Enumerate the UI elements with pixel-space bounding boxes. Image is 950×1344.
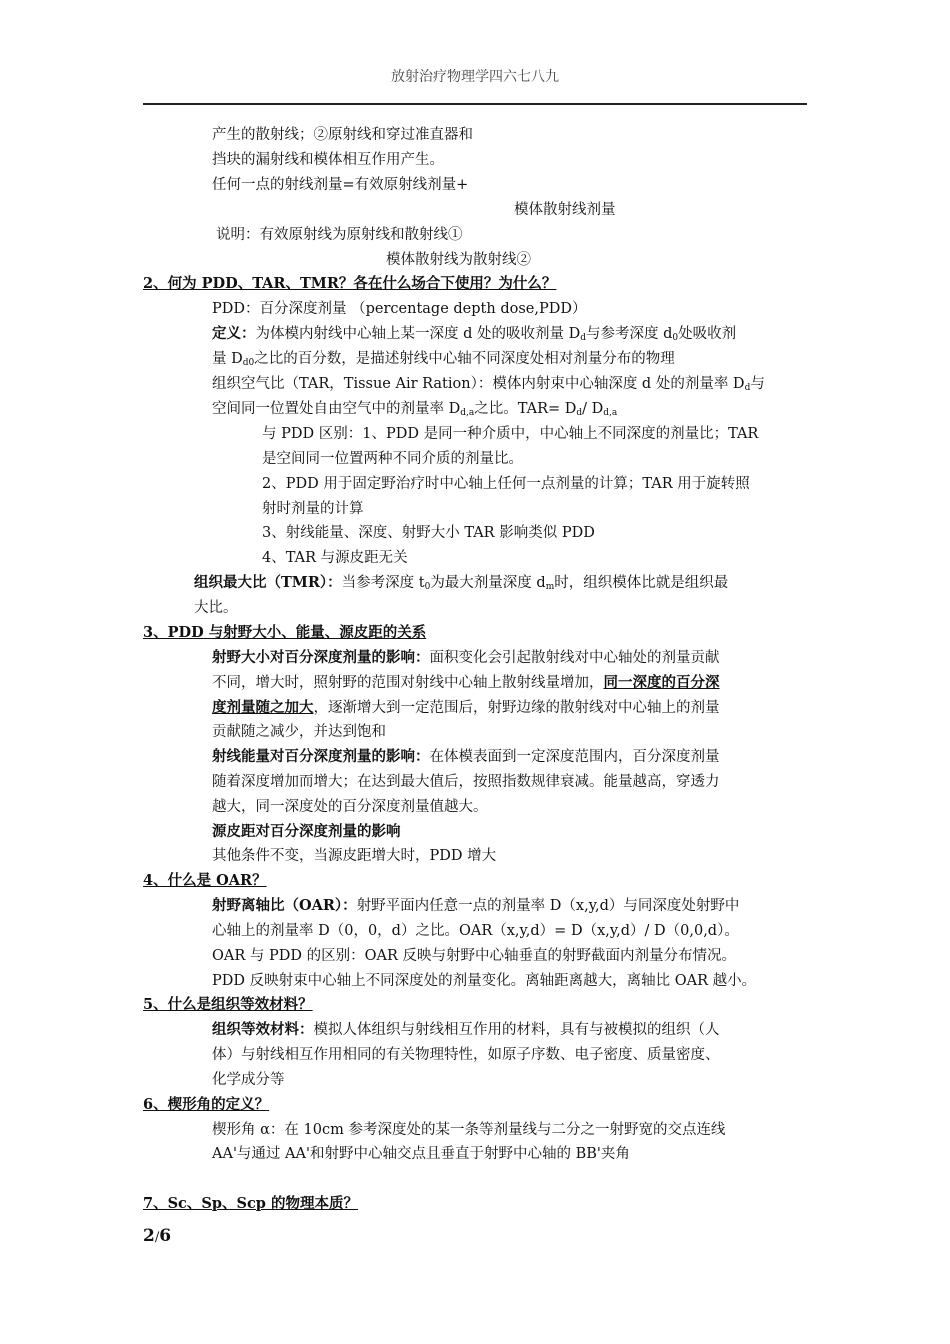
text-line: 模体散射线剂量 bbox=[514, 202, 616, 218]
section-heading-5: 5、什么是组织等效材料？ bbox=[143, 996, 313, 1013]
text-line: PDD 反映射束中心轴上不同深度处的剂量变化。离轴距离越大，离轴比 OAR 越小。 bbox=[212, 973, 757, 989]
text-line: 与 PDD 区别：1、PDD 是同一种介质中，中心轴上不同深度的剂量比；TAR bbox=[262, 426, 759, 442]
section-heading-7: 7、Sc、Sp、Scp 的物理本质？ bbox=[143, 1195, 358, 1212]
text-line: 心轴上的剂量率 D（0，0，d）之比。OAR（x,y,d）= D（x,y,d）/ D（0,0,d）。 bbox=[212, 923, 739, 939]
term-label: 射野大小对百分深度剂量的影响： bbox=[212, 649, 430, 666]
text-line: 空间同一位置处自由空气中的剂量率 $D_{d,a}$之比。$TAR= D_d/$ $D_{d,a}$ bbox=[212, 401, 618, 418]
term-label: 组织最大比（TMR）： bbox=[194, 574, 342, 591]
text-line: 随着深度增加而增大；在达到最大值后，按照指数规律衰减。能量越高，穿透力 bbox=[212, 774, 720, 790]
text-line: 量 $D_{d0}$之比的百分数，是描述射线中心轴不同深度处相对剂量分布的物理 bbox=[212, 351, 675, 368]
text-line: 组织最大比（TMR）：当参考深度 $t_0$为最大剂量深度 $d_m$时，组织模体比就是组织最 bbox=[194, 574, 729, 592]
text-line: 越大，同一深度处的百分深度剂量值越大。 bbox=[212, 799, 488, 815]
section-heading-6: 6、楔形角的定义？ bbox=[143, 1096, 270, 1113]
term-label: 射野离轴比（OAR）： bbox=[212, 897, 357, 914]
text-line: 射线能量对百分深度剂量的影响：在体模表面到一定深度范围内，百分深度剂量 bbox=[212, 748, 720, 765]
text-line: 体）与射线相互作用相同的有关物理特性，如原子序数、电子密度、质量密度、 bbox=[212, 1047, 720, 1063]
term-label: 组织等效材料： bbox=[212, 1021, 314, 1038]
term-label: 射线能量对百分深度剂量的影响： bbox=[212, 748, 430, 765]
text-line: PDD：百分深度剂量 （percentage depth dose,PDD） bbox=[212, 301, 587, 317]
text-line: 组织空气比（TAR，Tissue Air Ration）：模体内射束中心轴深度 d 处的剂量率 $D_d$与 bbox=[212, 376, 765, 393]
header-rule bbox=[143, 103, 807, 105]
text-line: 组织等效材料：模拟人体组织与射线相互作用的材料，具有与被模拟的组织（人 bbox=[212, 1021, 720, 1038]
text-line: AA'与通过 AA'和射野中心轴交点且垂直于射野中心轴的 BB'夹角 bbox=[212, 1146, 630, 1162]
text-line: 射野大小对百分深度剂量的影响：面积变化会引起散射线对中心轴处的剂量贡献 bbox=[212, 649, 720, 666]
text-line: 任何一点的射线剂量=有效原射线剂量+ bbox=[212, 177, 469, 193]
text-line: 其他条件不变，当源皮距增大时，PDD 增大 bbox=[212, 848, 497, 864]
text-line: 3、射线能量、深度、射野大小 TAR 影响类似 PDD bbox=[262, 525, 595, 541]
text-line: 楔形角 α：在 10cm 参考深度处的某一条等剂量线与二分之一射野宽的交点连线 bbox=[212, 1122, 726, 1138]
text-line: 大比。 bbox=[194, 600, 238, 616]
text-line: 化学成分等 bbox=[212, 1072, 285, 1088]
text-line: 4、TAR 与源皮距无关 bbox=[262, 550, 408, 566]
text-line: 定义：为体模内射线中心轴上某一深度 d 处的吸收剂量 $D_d$与参考深度 $d_0$处吸收剂 bbox=[212, 325, 737, 343]
section-heading-4: 4、什么是 OAR？ bbox=[143, 872, 267, 889]
text-line: 模体散射线为散射线② bbox=[386, 252, 531, 268]
text-line: OAR 与 PDD 的区别：OAR 反映与射野中心轴垂直的射野截面内剂量分布情况。 bbox=[212, 948, 736, 964]
page-header: 放射治疗物理学四六七八九 bbox=[391, 69, 559, 85]
text-line: 源皮距对百分深度剂量的影响 bbox=[212, 823, 401, 840]
section-heading-3: 3、PDD 与射野大小、能量、源皮距的关系 bbox=[143, 624, 427, 641]
text-line: 度剂量随之加大，逐渐增大到一定范围后，射野边缘的散射线对中心轴上的剂量 bbox=[212, 699, 720, 716]
section-heading-2: 2、何为 PDD、TAR、TMR？各在什么场合下使用？为什么？ bbox=[143, 275, 557, 292]
term-label: 定义： bbox=[212, 325, 256, 342]
emphasis: 度剂量随之加大 bbox=[212, 699, 314, 716]
text-line: 说明：有效原射线为原射线和散射线① bbox=[216, 227, 463, 243]
text-line: 产生的散射线；②原射线和穿过准直器和 bbox=[212, 127, 473, 143]
text-line: 不同，增大时，照射野的范围对射线中心轴上散射线量增加，同一深度的百分深 bbox=[212, 674, 720, 691]
text-line: 是空间同一位置两种不同介质的剂量比。 bbox=[262, 451, 523, 467]
emphasis: 同一深度的百分深 bbox=[603, 674, 720, 691]
page-number: 2/6 bbox=[143, 1226, 172, 1246]
text-line: 2、PDD 用于固定野治疗时中心轴上任何一点剂量的计算；TAR 用于旋转照 bbox=[262, 476, 750, 492]
text-line: 射野离轴比（OAR）：射野平面内任意一点的剂量率 D（x,y,d）与同深度处射野中 bbox=[212, 897, 740, 914]
text-line: 挡块的漏射线和模体相互作用产生。 bbox=[212, 152, 444, 168]
text-line: 射时剂量的计算 bbox=[262, 501, 364, 517]
text-line: 贡献随之减少，并达到饱和 bbox=[212, 724, 386, 740]
